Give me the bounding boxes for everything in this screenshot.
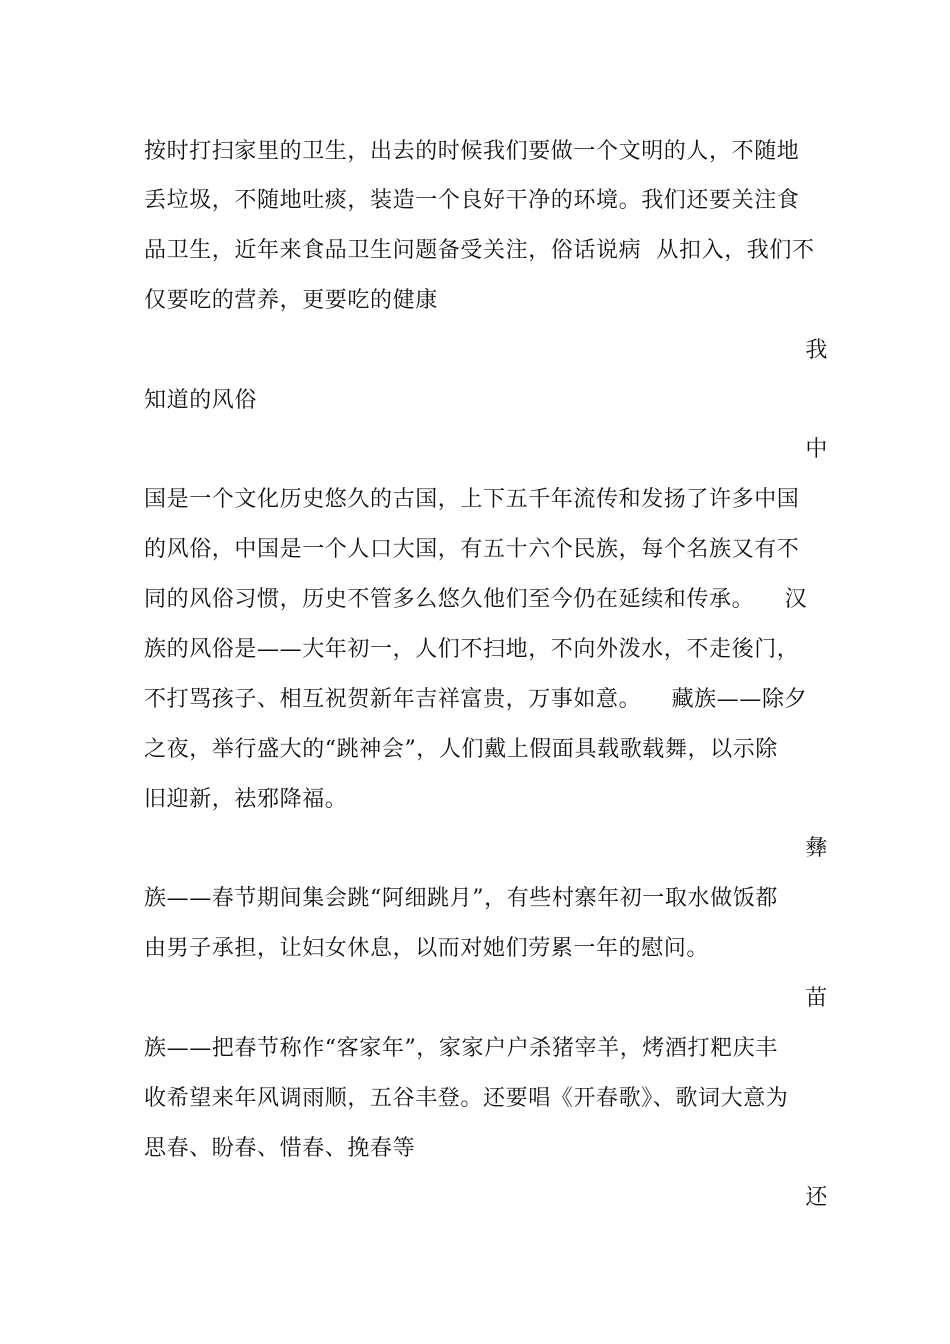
paragraph-line-right: 彝 [805, 836, 828, 861]
paragraph-line: 族的风俗是——大年初一，人们不扫地，不向外泼水，不走後门， [144, 637, 800, 662]
paragraph-line: 思春、盼春、惜春、挽春等 [144, 1136, 416, 1161]
paragraph-line: 族——把春节称作“客家年”，家家户户杀猪宰羊，烤酒打粑庆丰 [144, 1036, 778, 1061]
paragraph-line: 同的风俗习惯，历史不管多么悠久他们至今仍在延续和传承。 汉 [144, 587, 808, 612]
paragraph-line-right: 中 [805, 437, 828, 462]
paragraph-line: 之夜，举行盛大的“跳神会”，人们戴上假面具载歌载舞，以示除 [144, 737, 778, 762]
paragraph-line: 由男子承担，让妇女休息，以而对她们劳累一年的慰问。 [144, 936, 710, 961]
paragraph-line: 的风俗，中国是一个人口大国，有五十六个民族，每个名族又有不 [144, 537, 800, 562]
section-heading: 知道的风俗 [144, 388, 258, 413]
paragraph-line-right: 苗 [805, 986, 828, 1011]
paragraph-line: 丢垃圾，不随地吐痰，装造一个良好干净的环境。我们还要关注食 [144, 188, 800, 213]
paragraph-line: 仅要吃的营养，更要吃的健康 [144, 288, 438, 313]
paragraph-line: 族——春节期间集会跳“阿细跳月”，有些村寨年初一取水做饭都 [144, 886, 778, 911]
paragraph-line-right: 还 [805, 1185, 828, 1210]
paragraph-line-right: 我 [805, 338, 828, 363]
paragraph-line: 品卫生，近年来食品卫生问题备受关注，俗话说病 从扣入，我们不 [144, 238, 815, 263]
paragraph-line: 按时打扫家里的卫生，出去的时候我们要做一个文明的人，不随地 [144, 139, 800, 164]
paragraph-line: 国是一个文化历史悠久的古国，上下五千年流传和发扬了许多中国 [144, 487, 800, 512]
paragraph-line: 旧迎新，祛邪降福。 [144, 787, 348, 812]
paragraph-line: 收希望来年风调雨顺，五谷丰登。还要唱《开春歌》、歌词大意为 [144, 1086, 789, 1111]
paragraph-line: 不打骂孩子、相互祝贺新年吉祥富贵，万事如意。 藏族——除夕 [144, 687, 808, 712]
